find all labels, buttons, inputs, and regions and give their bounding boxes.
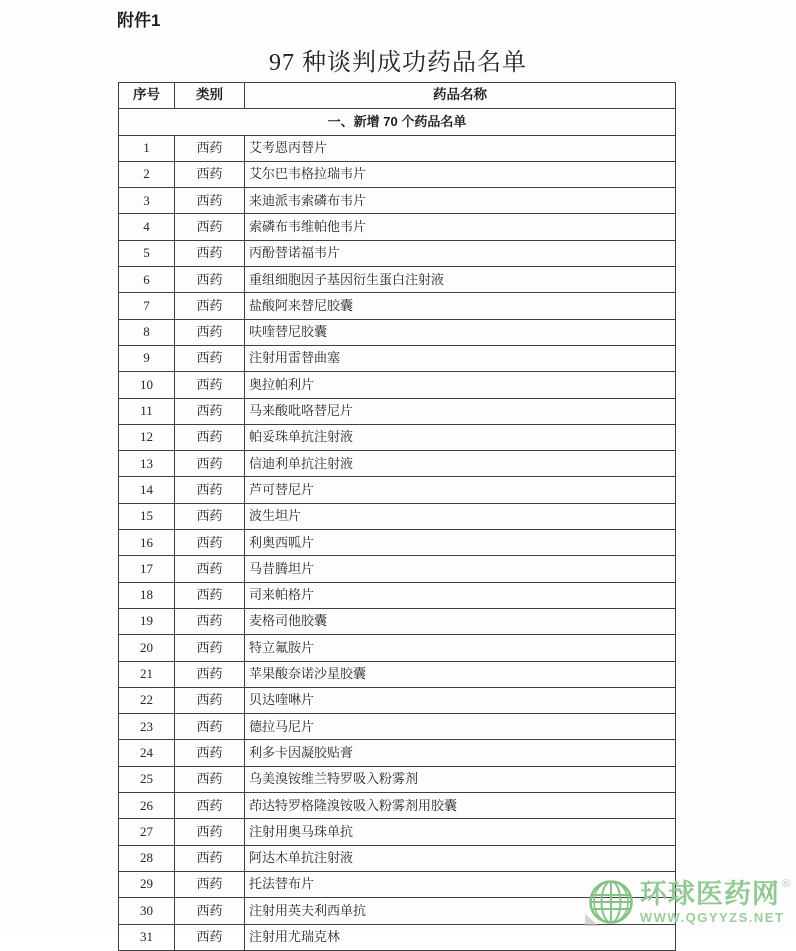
table-row xyxy=(119,161,676,187)
table-row xyxy=(119,240,676,266)
cell-no: 22 xyxy=(119,687,175,713)
cell-category: 西药 xyxy=(175,740,245,766)
cell-category: 西药 xyxy=(175,687,245,713)
cell-category: 西药 xyxy=(175,293,245,319)
cell-name: 茚达特罗格隆溴铵吸入粉雾剂用胶囊 xyxy=(245,793,676,819)
table-row xyxy=(119,293,676,319)
table-row xyxy=(119,372,676,398)
watermark-site-name: 环球医药网 xyxy=(639,878,780,909)
watermark-url: WWW.QGYYZS.NET xyxy=(639,909,785,925)
cell-name: 帕妥珠单抗注射液 xyxy=(245,424,676,450)
cell-category: 西药 xyxy=(175,398,245,424)
cell-name: 麦格司他胶囊 xyxy=(245,608,676,634)
cell-no: 11 xyxy=(119,398,175,424)
cell-name: 艾考恩丙替片 xyxy=(245,135,676,161)
cell-no: 29 xyxy=(119,871,175,897)
cell-name: 艾尔巴韦格拉瑞韦片 xyxy=(245,161,676,187)
cell-name: 呋喹替尼胶囊 xyxy=(245,319,676,345)
cell-category: 西药 xyxy=(175,267,245,293)
cell-name: 索磷布韦维帕他韦片 xyxy=(245,214,676,240)
cell-category: 西药 xyxy=(175,240,245,266)
header-no: 序号 xyxy=(119,83,175,109)
cell-category: 西药 xyxy=(175,319,245,345)
table-row xyxy=(119,398,676,424)
site-watermark xyxy=(587,878,790,926)
cell-category: 西药 xyxy=(175,372,245,398)
cell-category: 西药 xyxy=(175,530,245,556)
globe-shadow xyxy=(585,914,599,926)
cell-category: 西药 xyxy=(175,451,245,477)
cell-name: 阿达木单抗注射液 xyxy=(245,845,676,871)
cell-no: 16 xyxy=(119,530,175,556)
cell-category: 西药 xyxy=(175,871,245,897)
cell-no: 20 xyxy=(119,635,175,661)
cell-category: 西药 xyxy=(175,635,245,661)
cell-name: 乌美溴铵维兰特罗吸入粉雾剂 xyxy=(245,766,676,792)
cell-no: 14 xyxy=(119,477,175,503)
cell-category: 西药 xyxy=(175,161,245,187)
cell-no: 2 xyxy=(119,161,175,187)
cell-category: 西药 xyxy=(175,898,245,924)
cell-category: 西药 xyxy=(175,793,245,819)
cell-no: 15 xyxy=(119,503,175,529)
cell-no: 8 xyxy=(119,319,175,345)
cell-name: 特立氟胺片 xyxy=(245,635,676,661)
cell-no: 1 xyxy=(119,135,175,161)
table-row xyxy=(119,714,676,740)
cell-no: 5 xyxy=(119,240,175,266)
cell-category: 西药 xyxy=(175,477,245,503)
cell-no: 31 xyxy=(119,924,175,950)
cell-no: 12 xyxy=(119,424,175,450)
cell-name: 注射用英夫利西单抗 xyxy=(245,898,676,924)
cell-name: 司来帕格片 xyxy=(245,582,676,608)
page-title: 97 种谈判成功药品名单 xyxy=(269,50,527,76)
cell-no: 3 xyxy=(119,188,175,214)
cell-category: 西药 xyxy=(175,661,245,687)
cell-name: 马昔腾坦片 xyxy=(245,556,676,582)
table-row xyxy=(119,214,676,240)
globe-icon xyxy=(587,878,635,926)
cell-no: 27 xyxy=(119,819,175,845)
cell-name: 马来酸吡咯替尼片 xyxy=(245,398,676,424)
cell-name: 芦可替尼片 xyxy=(245,477,676,503)
drug-table-body xyxy=(119,135,676,950)
cell-name: 注射用雷替曲塞 xyxy=(245,345,676,371)
cell-category: 西药 xyxy=(175,214,245,240)
cell-no: 4 xyxy=(119,214,175,240)
cell-name: 盐酸阿来替尼胶囊 xyxy=(245,293,676,319)
cell-no: 6 xyxy=(119,267,175,293)
cell-category: 西药 xyxy=(175,503,245,529)
cell-category: 西药 xyxy=(175,556,245,582)
cell-category: 西药 xyxy=(175,188,245,214)
cell-category: 西药 xyxy=(175,582,245,608)
cell-name: 托法替布片 xyxy=(245,871,676,897)
cell-no: 13 xyxy=(119,451,175,477)
cell-name: 奥拉帕利片 xyxy=(245,372,676,398)
cell-category: 西药 xyxy=(175,345,245,371)
table-row xyxy=(119,135,676,161)
cell-name: 注射用尤瑞克林 xyxy=(245,924,676,950)
cell-category: 西药 xyxy=(175,819,245,845)
cell-no: 18 xyxy=(119,582,175,608)
table-row xyxy=(119,451,676,477)
cell-no: 17 xyxy=(119,556,175,582)
table-row xyxy=(119,345,676,371)
cell-category: 西药 xyxy=(175,424,245,450)
cell-name: 注射用奥马珠单抗 xyxy=(245,819,676,845)
cell-name: 德拉马尼片 xyxy=(245,714,676,740)
cell-name: 利奥西呱片 xyxy=(245,530,676,556)
cell-name: 来迪派韦索磷布韦片 xyxy=(245,188,676,214)
cell-name: 信迪利单抗注射液 xyxy=(245,451,676,477)
cell-no: 19 xyxy=(119,608,175,634)
cell-no: 7 xyxy=(119,293,175,319)
table-row xyxy=(119,530,676,556)
cell-no: 26 xyxy=(119,793,175,819)
cell-category: 西药 xyxy=(175,766,245,792)
cell-name: 利多卡因凝胶贴膏 xyxy=(245,740,676,766)
cell-no: 24 xyxy=(119,740,175,766)
table-row xyxy=(119,582,676,608)
table-row xyxy=(119,319,676,345)
table-row xyxy=(119,740,676,766)
cell-category: 西药 xyxy=(175,608,245,634)
table-header-row xyxy=(119,83,676,109)
attachment-label: 附件1 xyxy=(117,11,161,30)
cell-category: 西药 xyxy=(175,135,245,161)
header-category: 类别 xyxy=(175,83,245,109)
table-row xyxy=(119,477,676,503)
table-row xyxy=(119,503,676,529)
cell-no: 23 xyxy=(119,714,175,740)
cell-no: 10 xyxy=(119,372,175,398)
section-row xyxy=(119,109,676,135)
cell-name: 贝达喹啉片 xyxy=(245,687,676,713)
cell-no: 21 xyxy=(119,661,175,687)
table-row xyxy=(119,687,676,713)
section-title: 一、新增 70 个药品名单 xyxy=(119,109,676,135)
table-row xyxy=(119,424,676,450)
table-row xyxy=(119,661,676,687)
table-row xyxy=(119,556,676,582)
cell-no: 28 xyxy=(119,845,175,871)
table-row xyxy=(119,819,676,845)
cell-name: 苹果酸奈诺沙星胶囊 xyxy=(245,661,676,687)
cell-name: 重组细胞因子基因衍生蛋白注射液 xyxy=(245,267,676,293)
table-row xyxy=(119,793,676,819)
table-row xyxy=(119,188,676,214)
cell-category: 西药 xyxy=(175,714,245,740)
table-row xyxy=(119,635,676,661)
table-row xyxy=(119,608,676,634)
cell-no: 9 xyxy=(119,345,175,371)
registered-trademark-icon: ® xyxy=(781,877,790,890)
cell-no: 30 xyxy=(119,898,175,924)
table-row xyxy=(119,766,676,792)
header-name: 药品名称 xyxy=(245,83,676,109)
cell-category: 西药 xyxy=(175,845,245,871)
drug-table xyxy=(118,82,676,951)
cell-no: 25 xyxy=(119,766,175,792)
cell-category: 西药 xyxy=(175,924,245,950)
table-row xyxy=(119,845,676,871)
cell-name: 波生坦片 xyxy=(245,503,676,529)
cell-name: 丙酚替诺福韦片 xyxy=(245,240,676,266)
table-row xyxy=(119,924,676,950)
table-row xyxy=(119,267,676,293)
